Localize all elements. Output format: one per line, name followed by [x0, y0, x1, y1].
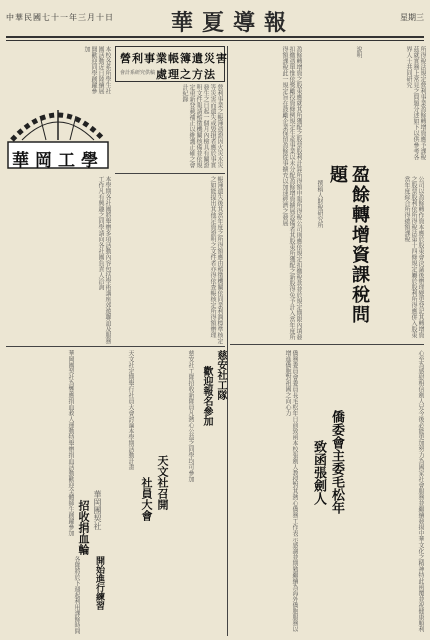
venture-body-lower: 帳簿遺失後其當年度之所得額應由稽徵機關依同業利潤標準核定之如能提出其他足資證明之文件者亦得依查帳核定所得額辦理	[209, 176, 223, 344]
masthead-title: 華夏導報	[171, 10, 296, 36]
venture-header	[115, 46, 228, 82]
tax-lead-text: 所得稅法規定營利事業盈餘轉增資應予課稅茲就實務上常見之問題分述如下以供參考各界人士共同研究	[405, 46, 426, 160]
society-title-line1: 天文社召開	[156, 455, 169, 510]
masthead-rule	[6, 36, 424, 38]
club-subtitle: 歡迎報名參加	[201, 366, 212, 426]
left-top-text: 本校各系所學生社團活動近日陸續展開歡迎同學踴躍參加	[83, 46, 111, 94]
masthead-issue: 星期三	[400, 13, 424, 22]
venture-body-upper: 營利事業之帳簿憑證因火災水災等災害而遺失或毀損者應於事實發生之日起一個月內檢具有關證明文件報請稽徵機關核備並依規定重新登載補正以維護正確之會計紀錄	[181, 84, 223, 168]
blood-title: 招收捐血輪	[77, 500, 90, 555]
blood-org: 華岡團契社	[93, 490, 102, 530]
masthead-rule-thin	[6, 40, 424, 41]
masthead-date: 中華民國七十一年三月十日	[6, 13, 114, 22]
tax-body-upper: 盈餘轉增資之股東應就其所獲配之股票股利計算所得額申報所得稅公司則應依規定扣繳稅款並於規定期限內填發扣繳憑單惟依獎勵投資條例規定生產事業以未分配盈餘增資擴展設備者其股東所獲配之新股得免予計入當年度所得額課稅此一規定旨在鼓勵企業保留盈餘從事擴充以加速經濟之發展	[281, 46, 302, 340]
practice-block: 各隊將於下週起利用課餘時間 開始進行練習	[73, 556, 104, 634]
club-header	[196, 350, 226, 520]
tax-body-right: 公司以盈餘轉作資本應於股東會決議後辦理變更登記其轉增資之股票股利依所得稅法第十四條規定屬於股利所得應併入股東當年度綜合所得總額課稅	[403, 176, 424, 338]
tax-divider	[230, 344, 424, 345]
venture-title-line1: 營利事業帳簿遺災害	[120, 52, 228, 65]
venture-source: 會計系研究供稿	[120, 70, 156, 76]
tax-title	[326, 165, 370, 341]
blood-body: 華岡團契社為響應捐血救人運動特舉辦捐血活動歡迎全體師生踴躍參加	[67, 350, 74, 536]
newspaper-page: 中華民國七十一年三月十日 華夏導報 星期三 所得稅法規定營利事業盈餘轉增資應予課稅茲就實務上常見之問題分述如下以供參考各界人士共同研究 說明 盈餘轉增資課稅問題 撰稿人財稅研究所 盈餘轉增資之股東應就其所獲配之股票股利計算所得額申報所得稅公司則應依規定扣繳稅款並於規定期限內填發扣繳憑單惟依獎勵投資條例規定生產事業以未分配盈餘增資擴展設備者其股東所獲配之新股得免予計入當年度所得額課稅此一規定旨在鼓勵企業保留盈餘從事擴充以加速經濟之發展 公司以盈餘轉作資本應於股東會決議後辦理變更登記其轉增資之股票股利依所得稅法第十四條規定屬於股利所得應併入股東當年度綜合所得總額課稅 心至為感慰相信劍人兄今後必能更加努力為國家社會服務並繼續發揚中華文化之精神特此函覆並祝健康順利 僑委會主委毛松年 致函張劍人 僑務委員會委員長毛松年日前致函本校張劍人教授對其熱心僑務工作表示感謝並期勉繼續為海外僑胞服務以增進僑胞對祖國之向心力 營利事業帳簿遺災害 處理之方法 會計系研究供稿 營利事業之帳簿憑證因火災水災等災害而遺失或毀損者應於事實發生之日起一個月內檢具有關證明文件報請稽徵機關核備並依規定重新登載補正以維護正確之會計紀錄 帳簿遺失後其當年度之所得額應由稽徵機關依同業利潤標準核定之如能提出其他足資證明之文件者亦得依查帳核定所得額辦理 本校各系所學生社團活動近日陸續展開歡迎同學踴躍參加 華岡工學 本學期各社團將舉辦多項活動內容包括學術講座郊遊聯誼及服務工作凡有興趣之同學請向各社團負責人洽詢 慈安社工隊 歡迎報名參加 慈安社工隊招收新隊員凡熱心公益之同學均可參加 天文社召開 社員大會 天文社定期舉行社員大會討論本學期活動計畫 華岡團契社 招收捐血輪 華岡團契社為響應捐血救人運動特舉辦捐血活動歡迎全體師生踴躍參加 各隊將於下週起利用課餘時間 開始進行練習	[0, 0, 430, 640]
logo-emblem	[6, 96, 110, 172]
society-body: 天文社定期舉行社員大會討論本學期活動計畫	[127, 350, 134, 470]
logo-text: 華岡工學	[12, 151, 104, 171]
overseas-title	[300, 410, 344, 610]
tax-title-text: 盈餘轉增資課稅問題	[327, 165, 370, 325]
overseas-body: 僑務委員會委員長毛松年日前致函本校張劍人教授對其熱心僑務工作表示感謝並期勉繼續為海外僑胞服務以增進僑胞對祖國之向心力	[284, 350, 298, 632]
overseas-title-line2: 致函張劍人	[311, 440, 326, 505]
venture-title-line2: 處理之方法	[156, 68, 216, 81]
column-rule	[227, 46, 228, 636]
society-header	[135, 455, 169, 615]
overseas-title-line1: 僑委會主委毛松年	[329, 410, 344, 514]
society-title-line2: 社員大會	[140, 477, 153, 521]
club-title: 慈安社工隊	[215, 350, 226, 400]
masthead	[6, 4, 424, 40]
practice-title: 開始進行練習	[94, 556, 104, 610]
bottom-right-text: 心至為感慰相信劍人兄今後必能更加努力為國家社會服務並繼續發揚中華文化之精神特此函覆並祝健康順利	[417, 350, 424, 632]
left-mid-text: 本學期各社團將舉辦多項活動內容包括學術講座郊遊聯誼及服務工作凡有興趣之同學請向各社團負責人洽詢	[97, 176, 111, 344]
club-body: 慈安社工隊招收新隊員凡熱心公益之同學均可參加	[187, 350, 194, 482]
